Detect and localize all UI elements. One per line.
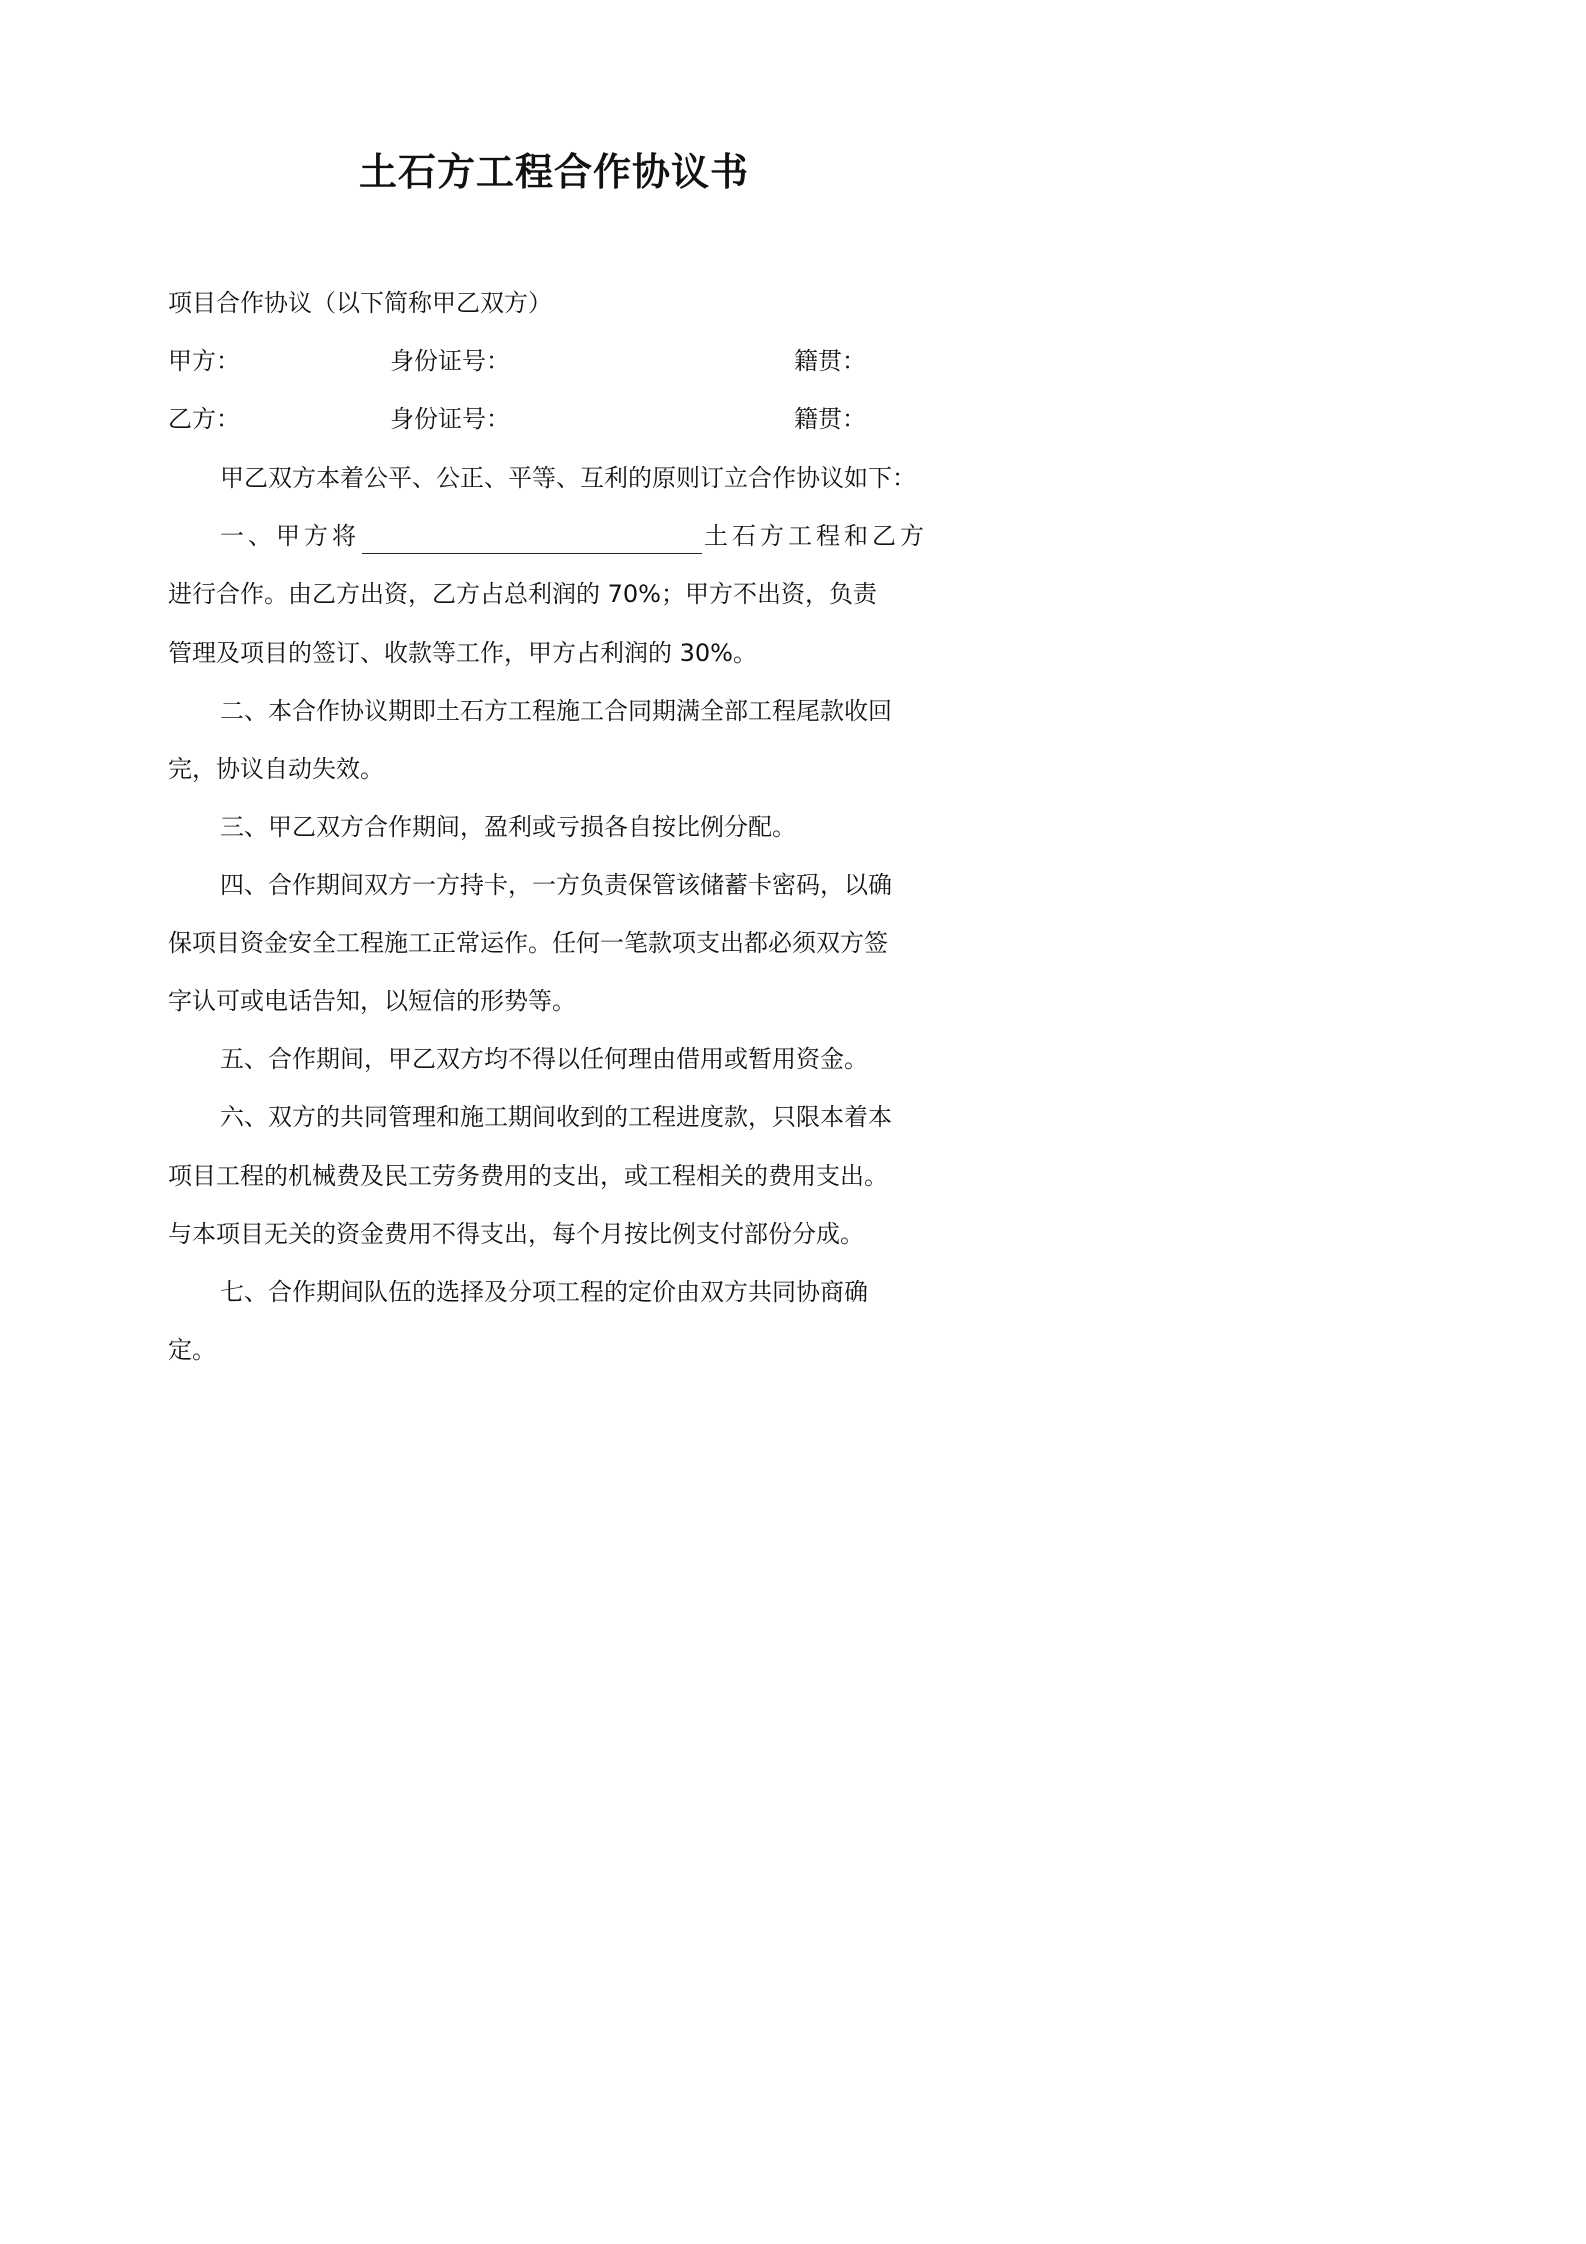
clause-6-line-3: 与本项目无关的资金费用不得支出，每个月按比例支付部份分成。 bbox=[168, 1220, 864, 1248]
clause-7-line-2: 定。 bbox=[168, 1336, 216, 1364]
document-title: 土石方工程合作协议书 bbox=[358, 150, 749, 194]
party-a-label: 甲方： bbox=[168, 347, 240, 375]
clause-4-line-1: 四、合作期间双方一方持卡，一方负责保管该储蓄卡密码，以确 bbox=[220, 871, 892, 899]
document-page bbox=[0, 0, 1100, 1555]
party-b-row bbox=[0, 401, 1100, 437]
clause-1-suffix: 土石方工程和乙方 bbox=[704, 522, 928, 550]
clause-3-line-1: 三、甲乙双方合作期间，盈利或亏损各自按比例分配。 bbox=[220, 813, 796, 841]
clause-1-prefix: 一、甲方将 bbox=[220, 522, 360, 550]
clause-2-line-2: 完，协议自动失效。 bbox=[168, 755, 384, 783]
clause-7-line-1: 七、合作期间队伍的选择及分项工程的定价由双方共同协商确 bbox=[220, 1278, 868, 1306]
clause-1-line-2: 进行合作。由乙方出资，乙方占总利润的 70%；甲方不出资，负责 bbox=[168, 580, 877, 608]
clause-5-line-1: 五、合作期间，甲乙双方均不得以任何理由借用或暂用资金。 bbox=[220, 1045, 868, 1073]
clause-1-line-1 bbox=[220, 518, 928, 554]
preamble-line: 甲乙双方本着公平、公正、平等、互利的原则订立合作协议如下： bbox=[220, 464, 916, 492]
party-b-origin-label: 籍贯： bbox=[794, 405, 866, 433]
party-a-row bbox=[0, 343, 1100, 379]
party-a-origin-label: 籍贯： bbox=[794, 347, 866, 375]
party-b-label: 乙方： bbox=[168, 405, 240, 433]
clause-1-line-3: 管理及项目的签订、收款等工作，甲方占利润的 30%。 bbox=[168, 639, 757, 667]
clause-2-line-1: 二、本合作协议期即土石方工程施工合同期满全部工程尾款收回 bbox=[220, 697, 892, 725]
fill-in-blank[interactable] bbox=[362, 523, 702, 554]
clause-4-line-2: 保项目资金安全工程施工正常运作。任何一笔款项支出都必须双方签 bbox=[168, 929, 888, 957]
clause-6-line-1: 六、双方的共同管理和施工期间收到的工程进度款，只限本着本 bbox=[220, 1103, 892, 1131]
intro-line: 项目合作协议（以下简称甲乙双方） bbox=[168, 289, 552, 317]
party-a-id-label: 身份证号： bbox=[390, 347, 510, 375]
party-b-id-label: 身份证号： bbox=[390, 405, 510, 433]
clause-6-line-2: 项目工程的机械费及民工劳务费用的支出，或工程相关的费用支出。 bbox=[168, 1162, 888, 1190]
clause-4-line-3: 字认可或电话告知，以短信的形势等。 bbox=[168, 987, 576, 1015]
